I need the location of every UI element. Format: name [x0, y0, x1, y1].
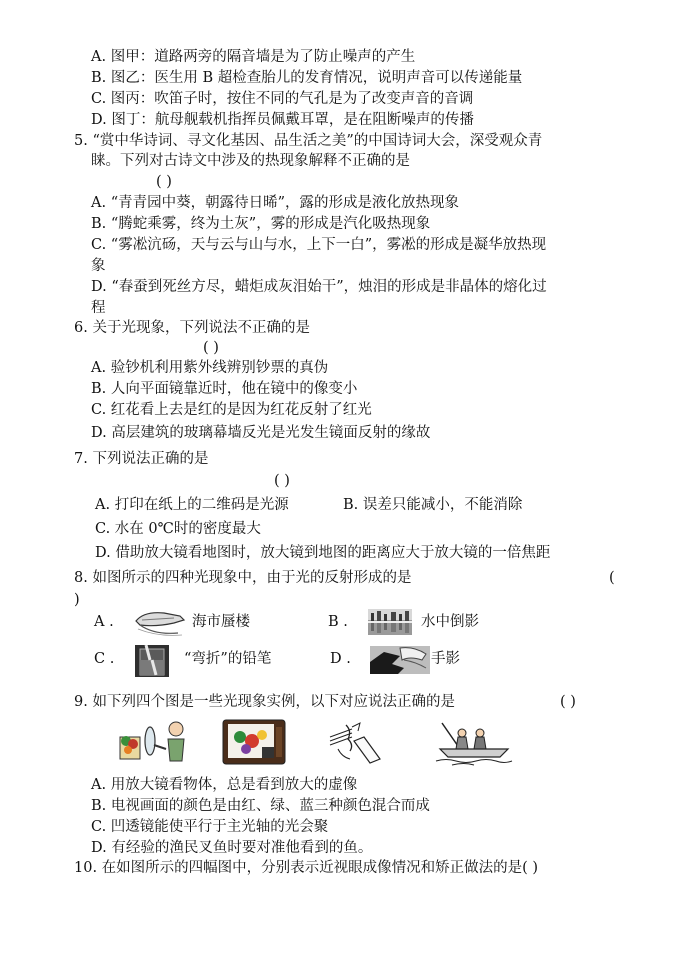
q9-stem: 9. 如下列四个图是一些光现象实例，以下对应说法正确的是: [74, 694, 455, 710]
q6-answer-paren: ( ): [203, 340, 219, 356]
q8-option-b-letter: B .: [328, 614, 348, 630]
q7-option-b: B. 误差只能减小，不能消除: [343, 497, 523, 513]
q5-answer-paren: ( ): [156, 174, 172, 190]
q8-option-a-text: 海市蜃楼: [192, 614, 250, 630]
q5-stem-line1: 5. “赏中华诗词、寻文化基因、品生活之美”的中国诗词大会，深受观众青: [74, 133, 543, 149]
q8-option-a-letter: A .: [94, 614, 114, 630]
hand-shadow-image: [370, 646, 430, 674]
q9-option-c: C. 凹透镜能使平行于主光轴的光会聚: [91, 819, 329, 835]
q8-paren-open: (: [609, 570, 615, 586]
q7-option-c: C. 水在 0℃时的密度最大: [95, 521, 261, 537]
q5-stem-line2: 睐。下列对古诗文中涉及的热现象解释不正确的是: [91, 153, 410, 169]
q9-answer-paren: ( ): [560, 694, 576, 710]
q6-option-d: D. 高层建筑的玻璃幕墙反光是光发生镜面反射的缘故: [91, 425, 431, 441]
q4-option-a: A. 图甲：道路两旁的隔音墙是为了防止噪声的产生: [91, 49, 416, 65]
q4-option-c: C. 图丙：吹笛子时，按住不同的气孔是为了改变声音的音调: [91, 91, 474, 107]
q8-option-c-text: “弯折”的铅笔: [184, 651, 272, 667]
water-reflection-image: [368, 609, 412, 635]
q4-option-d: D. 图丁：航母舰载机指挥员佩戴耳罩，是在阻断噪声的传播: [91, 112, 474, 128]
q7-stem: 7. 下列说法正确的是: [74, 451, 209, 467]
q7-answer-paren: ( ): [274, 473, 290, 489]
q5-option-d-line2: 程: [91, 300, 106, 316]
tv-screen-image: [222, 719, 286, 765]
q8-stem: 8. 如图所示的四种光现象中，由于光的反射形成的是: [74, 570, 412, 586]
q6-option-c: C. 红花看上去是红的是因为红花反射了红光: [91, 402, 372, 418]
q5-option-d-line1: D. “春蚕到死丝方尽，蜡炬成灰泪始干”，烛泪的形成是非晶体的熔化过: [91, 279, 547, 295]
q5-option-a: A. “青青园中葵，朝露待日晞”，露的形成是液化放热现象: [91, 195, 460, 211]
q9-option-d: D. 有经验的渔民叉鱼时要对准他看到的鱼。: [91, 840, 373, 856]
q8-option-c-letter: C .: [94, 651, 115, 667]
q8-option-d-letter: D .: [330, 651, 351, 667]
q5-option-c-line1: C. “雾凇沆砀，天与云与山与水，上下一白”，雾凇的形成是凝华放热现: [91, 237, 547, 253]
q5-option-c-line2: 象: [91, 258, 106, 274]
q10-stem: 10. 在如图所示的四幅图中，分别表示近视眼成像情况和矫正做法的是( ): [74, 860, 539, 876]
concave-lens-figure-image: [324, 719, 386, 767]
q6-option-b: B. 人向平面镜靠近时，他在镜中的像变小: [91, 381, 358, 397]
q9-option-a: A. 用放大镜看物体，总是看到放大的虚像: [91, 777, 358, 793]
q8-option-b-text: 水中倒影: [421, 614, 479, 630]
q6-stem: 6. 关于光现象，下列说法不正确的是: [74, 320, 310, 336]
q8-paren-close: ): [74, 592, 80, 608]
q7-option-a: A. 打印在纸上的二维码是光源: [95, 497, 289, 513]
q7-option-d: D. 借助放大镜看地图时，放大镜到地图的距离应大于放大镜的一倍焦距: [95, 545, 551, 561]
q9-option-b: B. 电视画面的颜色是由红、绿、蓝三种颜色混合而成: [91, 798, 430, 814]
bent-pencil-image: [135, 645, 169, 677]
magnifier-figure-image: [118, 719, 190, 765]
q8-option-d-text: 手影: [431, 651, 460, 667]
mirage-ship-image: [134, 607, 186, 637]
q6-option-a: A. 验钞机利用紫外线辨别钞票的真伪: [91, 360, 329, 376]
q4-option-b: B. 图乙：医生用 B 超检查胎儿的发育情况，说明声音可以传递能量: [91, 70, 523, 86]
fisherman-boat-image: [434, 719, 514, 767]
q5-option-b: B. “腾蛇乘雾，终为土灰”，雾的形成是汽化吸热现象: [91, 216, 431, 232]
